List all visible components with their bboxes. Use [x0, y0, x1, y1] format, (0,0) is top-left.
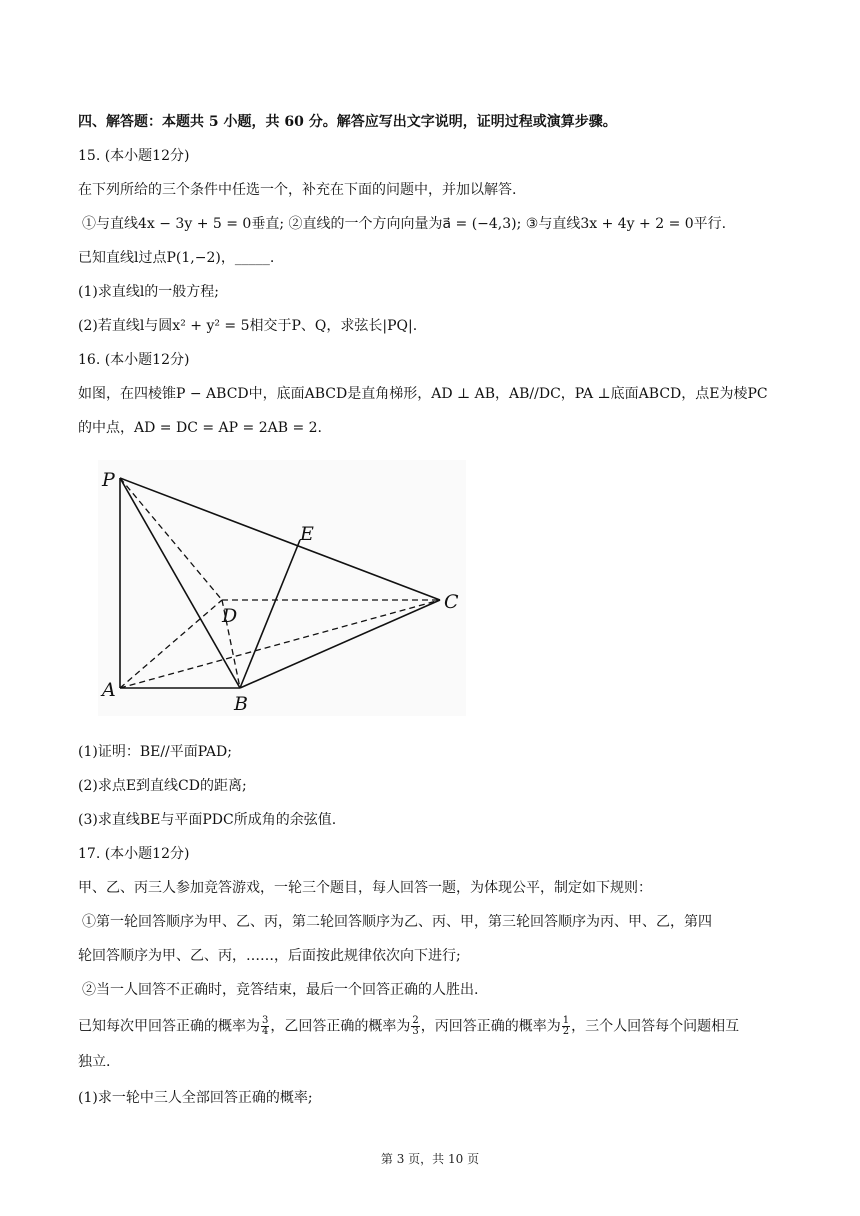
- pyramid-figure: [98, 460, 466, 716]
- edge-PC: [120, 478, 440, 600]
- q16-title: 16. (本小题12分): [78, 352, 190, 368]
- q15-intro: 在下列所给的三个条件中任选一个，补充在下面的问题中，并加以解答.: [78, 182, 517, 198]
- q16-text-line1: 如图，在四棱锥P − ABCD中，底面ABCD是直角梯形，AD ⊥ AB，AB//DC，PA ⊥底面ABCD，点E为棱PC: [78, 386, 768, 402]
- q16-part3: (3)求直线BE与平面PDC所成角的余弦值.: [78, 812, 337, 828]
- prob-text-a: 已知每次甲回答正确的概率为: [78, 1018, 260, 1035]
- prob-text-d: ，三个人回答每个问题相互: [571, 1018, 740, 1035]
- q17-part1: (1)求一轮中三人全部回答正确的概率;: [78, 1090, 313, 1106]
- pyramid-svg: [98, 460, 466, 716]
- q15-part1: (1)求直线l的一般方程;: [78, 284, 220, 300]
- q15-conditions: ①与直线4x − 3y + 5 = 0垂直; ②直线的一个方向向量为a⃗ = (−4,3); ③与直线3x + 4y + 2 = 0平行.: [82, 216, 727, 232]
- q17-title: 17. (本小题12分): [78, 846, 190, 862]
- fraction-bing: $\frac{1}{2}$: [562, 1015, 570, 1037]
- edge-PD: [120, 478, 222, 600]
- label-E: E: [300, 523, 314, 545]
- q17-probability-line: [78, 1016, 739, 1037]
- q15-part2: (2)若直线l与圆x² + y² = 5相交于P、Q，求弦长|PQ|.: [78, 318, 418, 334]
- section-header: 四、解答题：本题共 5 小题，共 60 分。解答应写出文字说明，证明过程或演算步骤。: [78, 114, 617, 130]
- page-footer: 第 3 页，共 10 页: [380, 1152, 480, 1166]
- label-D: D: [222, 605, 238, 627]
- q16-part1: (1)证明：BE//平面PAD;: [78, 744, 232, 760]
- fraction-yi: $\frac{2}{3}$: [412, 1015, 419, 1037]
- prob-text-b: ，乙回答正确的概率为: [270, 1018, 411, 1035]
- q17-rule2: ②当一人回答不正确时，竞答结束，最后一个回答正确的人胜出.: [82, 982, 479, 998]
- label-C: C: [444, 591, 459, 613]
- q17-rule1-line1: ①第一轮回答顺序为甲、乙、丙，第二轮回答顺序为乙、丙、甲，第三轮回答顺序为丙、甲、乙，第四: [82, 914, 712, 930]
- edge-AC: [120, 600, 440, 688]
- label-B: B: [234, 693, 248, 715]
- q15-title: 15. (本小题12分): [78, 148, 190, 164]
- edge-PB: [120, 478, 240, 688]
- q16-text-line2: 的中点，AD = DC = AP = 2AB = 2.: [78, 420, 322, 436]
- label-A: A: [102, 679, 116, 701]
- q17-intro: 甲、乙、丙三人参加竞答游戏，一轮三个题目，每人回答一题，为体现公平，制定如下规则：: [78, 880, 652, 896]
- edge-AD: [120, 600, 222, 688]
- q15-given: 已知直线l过点P(1,−2)，_____.: [78, 250, 275, 266]
- prob-text-c: ，丙回答正确的概率为: [420, 1018, 561, 1035]
- q17-rule1-line2: 轮回答顺序为甲、乙、丙，……，后面按此规律依次向下进行;: [78, 948, 461, 964]
- q16-part2: (2)求点E到直线CD的距离;: [78, 778, 247, 794]
- fraction-jia: $\frac{3}{4}$: [262, 1015, 269, 1037]
- label-P: P: [102, 469, 115, 491]
- q17-prob-end: 独立.: [78, 1054, 111, 1070]
